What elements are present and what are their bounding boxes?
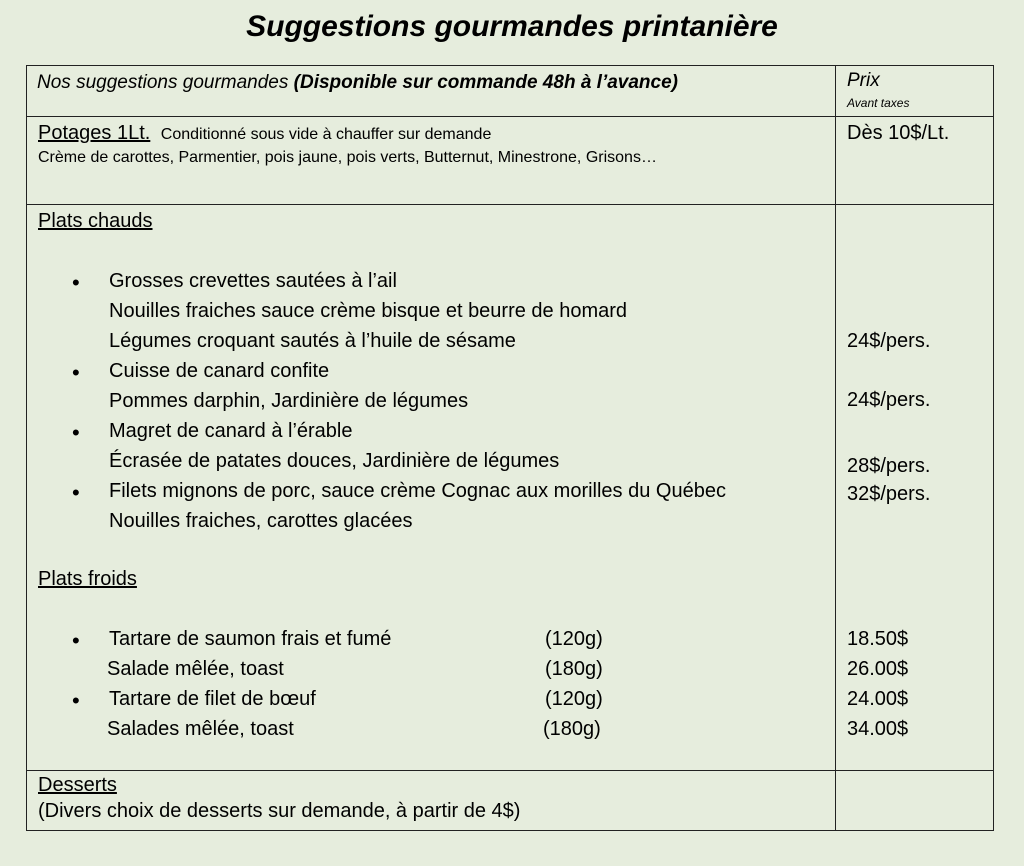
page-title: Suggestions gourmandes printanière xyxy=(246,10,778,43)
dish-line: Écrasée de patates douces, Jardinière de légumes xyxy=(109,450,560,472)
plats-cell xyxy=(27,205,836,771)
header-row xyxy=(27,66,994,117)
potages-note: Conditionné sous vide à chauffer sur demande xyxy=(160,126,492,143)
potages-list: Crème de carottes, Parmentier, pois jaune, pois verts, Butternut, Minestrone, Grisons… xyxy=(38,149,657,166)
bullet-icon: • xyxy=(72,628,80,653)
bullet-icon: • xyxy=(72,270,80,295)
desserts-title: Desserts xyxy=(38,774,117,796)
dish-price: 18.50$ xyxy=(847,628,909,650)
dish-line: Tartare de filet de bœuf xyxy=(109,688,316,710)
plats-price-cell xyxy=(836,205,994,771)
plats-row xyxy=(27,205,994,771)
header-availability: (Disponible sur commande 48h à l’avance) xyxy=(293,72,678,93)
dish-line: Nouilles fraiches sauce crème bisque et beurre de homard xyxy=(109,300,628,322)
dish-line: Légumes croquant sautés à l’huile de sésame xyxy=(109,330,516,352)
dish-price: 32$/pers. xyxy=(847,483,931,505)
bullet-icon: • xyxy=(72,480,80,505)
dish-price: 26.00$ xyxy=(847,658,909,680)
dish-line: Cuisse de canard confite xyxy=(109,360,330,382)
dish-price: 28$/pers. xyxy=(847,455,931,477)
dish-weight: (180g) xyxy=(545,658,603,680)
dish-weight: (120g) xyxy=(545,688,603,710)
header-price-cell xyxy=(836,66,994,117)
dish-line: Salades mêlée, toast xyxy=(107,718,294,740)
dish-price: 24.00$ xyxy=(847,688,909,710)
plats-chauds-title: Plats chauds xyxy=(38,210,153,232)
plats-froids-title: Plats froids xyxy=(38,568,137,590)
price-note: Avant taxes xyxy=(847,96,910,110)
dish-line: Pommes darphin, Jardinière de légumes xyxy=(109,390,469,412)
dish-price: 24$/pers. xyxy=(847,330,931,352)
dish-line: Salade mêlée, toast xyxy=(107,658,284,680)
potages-cell xyxy=(27,117,836,205)
dish-weight: (120g) xyxy=(545,628,603,650)
bullet-icon: • xyxy=(72,360,80,385)
dish-line: Grosses crevettes sautées à l’ail xyxy=(109,270,397,292)
desserts-price-cell xyxy=(836,771,994,831)
menu-table xyxy=(26,65,994,831)
dish-line: Magret de canard à l’érable xyxy=(109,420,353,442)
desserts-note: (Divers choix de desserts sur demande, à partir de 4$) xyxy=(38,800,521,822)
header-intro: Nos suggestions gourmandes xyxy=(37,72,294,93)
potages-title: Potages 1Lt. xyxy=(38,122,151,144)
bullet-icon: • xyxy=(72,420,80,445)
potages-row xyxy=(27,117,994,205)
desserts-cell xyxy=(27,771,836,831)
dish-weight: (180g) xyxy=(543,718,601,740)
price-header: Prix xyxy=(847,70,880,91)
bullet-icon: • xyxy=(72,688,80,713)
potages-price: Dès 10$/Lt. xyxy=(847,122,950,144)
potages-price-cell xyxy=(836,117,994,205)
header-description-cell xyxy=(27,66,836,117)
dish-line: Filets mignons de porc, sauce crème Cognac aux morilles du Québec xyxy=(109,480,726,502)
dish-price: 24$/pers. xyxy=(847,389,931,411)
dish-line: Tartare de saumon frais et fumé xyxy=(109,628,392,650)
dish-price: 34.00$ xyxy=(847,718,909,740)
dish-line: Nouilles fraiches, carottes glacées xyxy=(109,510,413,532)
desserts-row xyxy=(27,771,994,831)
